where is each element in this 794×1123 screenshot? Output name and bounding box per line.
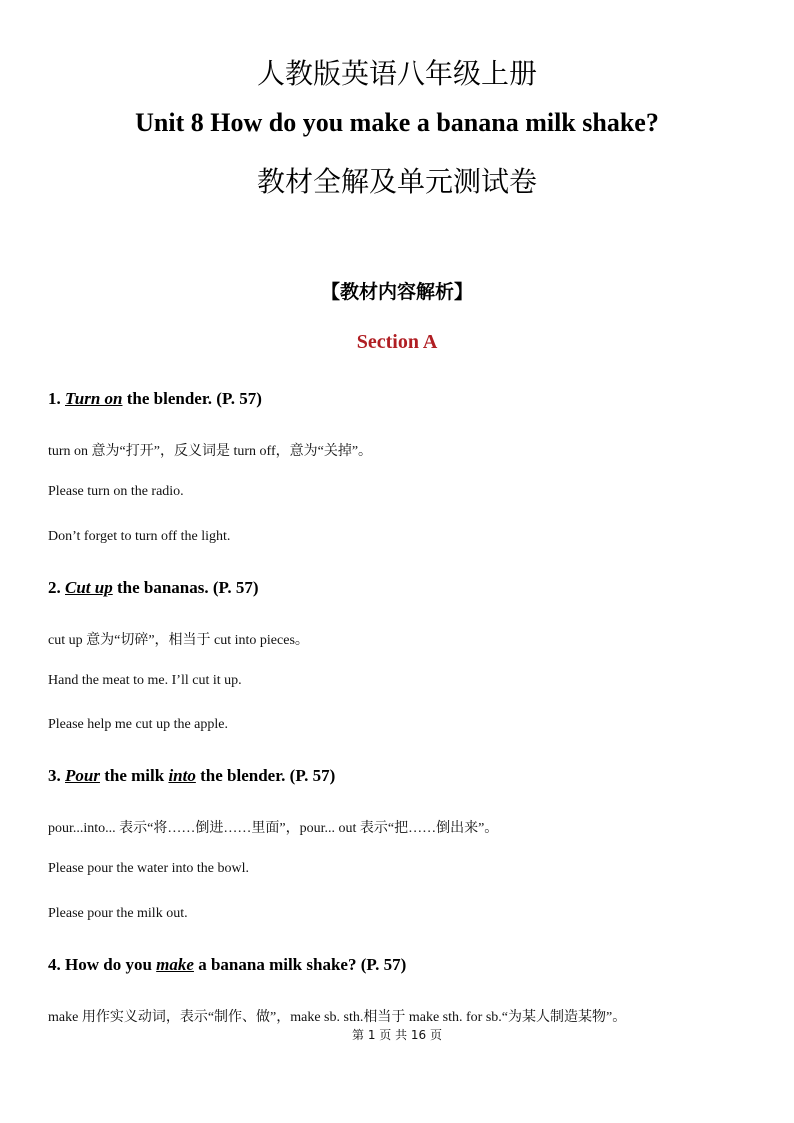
section-bracket-heading: 【教材内容解析】 <box>320 282 473 303</box>
item-number: 3. <box>48 766 65 785</box>
item-number: 2. <box>48 578 65 597</box>
subtitle-chinese: 教材全解及单元测试卷 <box>256 167 537 198</box>
item-1-heading <box>48 389 262 409</box>
item-3-example-2: Please pour the milk out. <box>48 906 188 921</box>
item-keyword: Cut up <box>65 578 113 597</box>
item-number: 1. <box>48 389 65 408</box>
item-heading-text: the milk <box>99 766 169 785</box>
section-a-heading: Section A <box>356 331 438 353</box>
item-keyword: Turn on <box>65 389 123 408</box>
item-3-explanation: pour...into... 表示“将……倒进……里面”，pour... out 表示“把……倒出来”。 <box>48 821 499 836</box>
item-3-heading <box>48 766 335 786</box>
item-keyword: make <box>156 955 194 974</box>
page-footer: 第 1 页 共 16 页 <box>352 1028 442 1042</box>
item-4-explanation: make 用作实义动词，表示“制作、做”，make sb. sth.相当于 make sth. for sb.“为某人制造某物”。 <box>48 1010 627 1025</box>
item-keyword-2: into <box>168 766 196 785</box>
item-heading-text-2: the blender. (P. 57) <box>195 766 336 785</box>
title-english: Unit 8 How do you make a banana milk shake? <box>135 108 659 137</box>
item-heading-text: 4. How do you <box>48 955 157 974</box>
item-heading-text: the bananas. (P. 57) <box>112 578 259 597</box>
item-1-explanation: turn on 意为“打开”，反义词是 turn off，意为“关掉”。 <box>48 444 373 459</box>
item-1-example-2: Don’t forget to turn off the light. <box>48 529 231 544</box>
item-2-example-1: Hand the meat to me. I’ll cut it up. <box>48 673 242 688</box>
item-1-example-1: Please turn on the radio. <box>48 484 184 499</box>
item-2-example-2: Please help me cut up the apple. <box>48 717 228 732</box>
item-heading-text-2: a banana milk shake? (P. 57) <box>193 955 407 974</box>
item-heading-text: the blender. (P. 57) <box>122 389 262 408</box>
title-chinese: 人教版英语八年级上册 <box>256 59 537 90</box>
item-2-explanation: cut up 意为“切碎”，相当于 cut into pieces。 <box>48 633 309 648</box>
item-2-heading <box>48 578 259 598</box>
item-3-example-1: Please pour the water into the bowl. <box>48 861 250 876</box>
item-keyword: Pour <box>65 766 100 785</box>
item-4-heading <box>48 955 406 975</box>
